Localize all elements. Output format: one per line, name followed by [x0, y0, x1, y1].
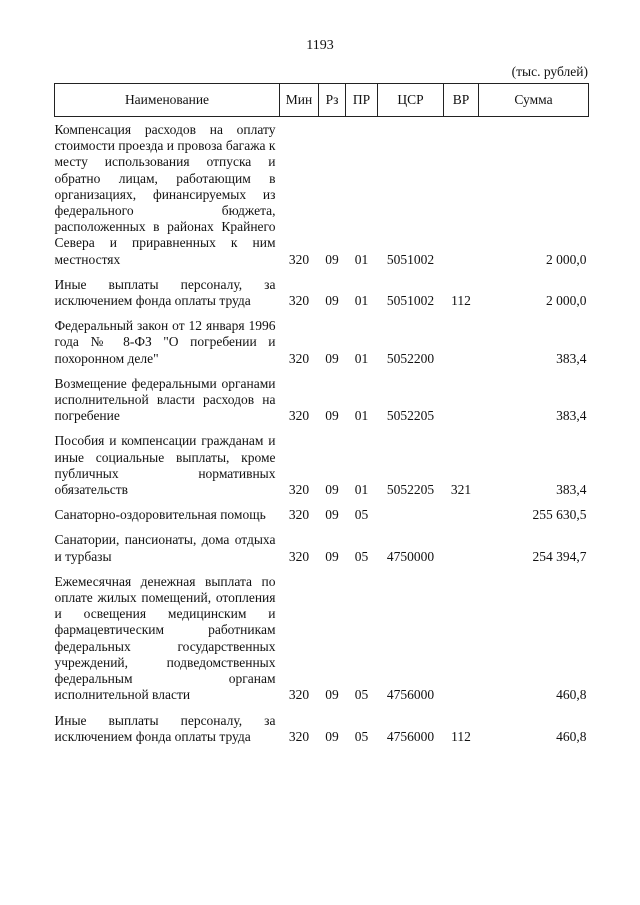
row-vr: 112 [451, 728, 471, 744]
row-vr [444, 367, 479, 425]
table-row [55, 523, 589, 564]
row-vr [444, 565, 479, 704]
row-sum: 460,8 [556, 687, 587, 703]
row-rz: 09 [325, 548, 339, 564]
row-csr [378, 498, 444, 523]
row-vr [444, 498, 479, 523]
row-csr: 4756000 [386, 728, 435, 744]
row-min: 320 [288, 408, 310, 424]
row-vr: 321 [450, 482, 472, 498]
row-csr: 5051002 [386, 251, 435, 267]
row-name: Ежемесячная денежная выплата по оплате жилых помещений, отопления и освещения медицинским и фармацевтическим работникам федеральных государственных учреждений, подведомственных федеральным органам исполнительной власти [54, 573, 276, 703]
row-csr: 5052200 [386, 350, 435, 366]
budget-table [54, 83, 589, 745]
header-vr: ВР [444, 84, 479, 117]
row-sum: 383,4 [556, 350, 587, 366]
row-pr: 05 [354, 507, 369, 523]
table-row [55, 704, 589, 745]
row-min: 320 [288, 293, 310, 309]
row-sum: 383,4 [556, 408, 587, 424]
table-row [55, 498, 589, 523]
row-min: 320 [288, 507, 310, 523]
row-min: 320 [288, 687, 310, 703]
row-min: 320 [288, 548, 310, 564]
header-pr: ПР [346, 84, 378, 117]
row-sum: 254 394,7 [532, 548, 587, 564]
units-label: (тыс. рублей) [511, 64, 588, 79]
row-pr: 01 [354, 293, 369, 309]
row-name: Пособия и компенсации гражданам и иные социальные выплаты, кроме публичных нормативных обязательств [54, 433, 276, 498]
row-vr [444, 117, 479, 268]
row-sum: 255 630,5 [532, 507, 587, 523]
row-sum: 460,8 [556, 728, 587, 744]
row-csr: 4756000 [386, 687, 435, 703]
row-sum: 2 000,0 [546, 251, 587, 267]
row-sum: 383,4 [556, 482, 587, 498]
row-csr: 5051002 [386, 293, 435, 309]
table-row [55, 424, 589, 498]
row-pr: 01 [354, 482, 369, 498]
row-min: 320 [288, 251, 310, 267]
row-rz: 09 [325, 507, 339, 523]
row-name: Компенсация расходов на оплату стоимости проезда и провоза багажа к месту использования отпуска и обратно лицам, работающим в организациях, финансируемых из федерального бюджета, расположенных в районах Крайнего Севера и приравненных к ним местностях [54, 122, 276, 267]
table-row [55, 117, 589, 268]
row-min: 320 [288, 482, 310, 498]
row-min: 320 [288, 350, 310, 366]
header-csr: ЦСР [378, 84, 444, 117]
row-vr: 112 [451, 293, 471, 309]
row-name: Иные выплаты персоналу, за исключением фонда оплаты труда [54, 712, 276, 744]
row-name: Иные выплаты персоналу, за исключением фонда оплаты труда [54, 276, 276, 309]
row-rz: 09 [325, 482, 339, 498]
header-name: Наименование [55, 84, 280, 117]
row-pr: 05 [354, 548, 369, 564]
row-sum: 2 000,0 [546, 293, 587, 309]
row-csr: 5052205 [386, 408, 435, 424]
table-header-row [55, 84, 589, 117]
row-name: Возмещение федеральными органами исполнительной власти расходов на погребение [54, 375, 276, 424]
row-pr: 01 [354, 408, 369, 424]
row-rz: 09 [325, 293, 339, 309]
row-rz: 09 [325, 728, 339, 744]
row-pr: 05 [354, 687, 369, 703]
row-vr [444, 523, 479, 564]
row-csr: 5052205 [386, 482, 435, 498]
row-name: Санаторно-оздоровительная помощь [54, 507, 266, 523]
table-row [55, 309, 589, 367]
row-min: 320 [288, 728, 310, 744]
header-min: Мин [280, 84, 319, 117]
page-number: 1193 [306, 38, 334, 53]
row-rz: 09 [325, 408, 339, 424]
table-row [55, 565, 589, 704]
row-name: Санатории, пансионаты, дома отдыха и турбазы [54, 532, 276, 564]
row-rz: 09 [325, 687, 339, 703]
row-vr [444, 309, 479, 367]
header-sum: Сумма [479, 84, 589, 117]
row-name: Федеральный закон от 12 января 1996 года № 8-ФЗ "О погребении и похоронном деле" [54, 318, 276, 366]
row-pr: 01 [354, 251, 369, 267]
row-rz: 09 [325, 350, 339, 366]
header-rz: Рз [319, 84, 346, 117]
table-row [55, 268, 589, 309]
row-pr: 05 [354, 728, 369, 744]
row-rz: 09 [325, 251, 339, 267]
row-pr: 01 [354, 350, 369, 366]
table-row [55, 367, 589, 425]
row-csr: 4750000 [386, 548, 435, 564]
